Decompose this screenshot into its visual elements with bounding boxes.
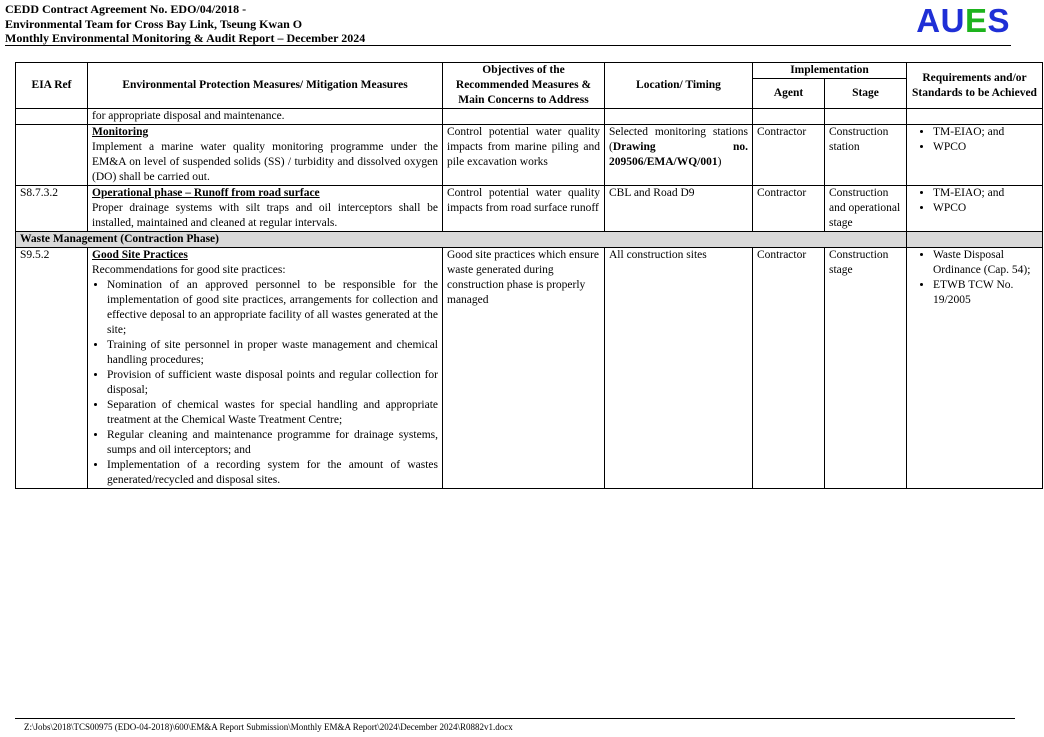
- measure-cell: for appropriate disposal and maintenance.: [88, 109, 443, 125]
- requirement-item: • TM-EIAO; and: [933, 186, 1038, 201]
- eia-ref-cell: S8.7.3.2: [16, 186, 88, 232]
- requirement-item: • TM-EIAO; and: [933, 125, 1038, 140]
- requirement-item: • Waste Disposal Ordinance (Cap. 54);: [933, 248, 1038, 278]
- footer-divider: [15, 718, 1015, 719]
- col-requirements: Requirements and/or Standards to be Achieved: [907, 63, 1043, 109]
- report-line: Monthly Environmental Monitoring & Audit Report – December 2024: [5, 31, 366, 45]
- list-item: • Regular cleaning and maintenance programme for drainage systems, sumps and oil interceptors; and: [107, 428, 438, 458]
- requirement-item: • WPCO: [933, 140, 1038, 155]
- location-cell: CBL and Road D9: [605, 186, 753, 232]
- col-eia-ref: EIA Ref: [16, 63, 88, 109]
- table-row: [16, 248, 1043, 489]
- list-item: • Provision of sufficient waste disposal points and regular collection for disposal;: [107, 368, 438, 398]
- list-item: • Implementation of a recording system for the amount of wastes generated/recycled and disposal sites.: [107, 458, 438, 488]
- col-stage: Stage: [825, 79, 907, 109]
- section-row: [16, 232, 1043, 248]
- contract-line: CEDD Contract Agreement No. EDO/04/2018 -: [5, 2, 247, 16]
- col-measures: Environmental Protection Measures/ Mitigation Measures: [88, 63, 443, 109]
- requirement-cell: [907, 125, 1043, 186]
- requirement-cell: [907, 248, 1043, 489]
- measure-cell: [88, 186, 443, 232]
- measure-cell: [88, 125, 443, 186]
- objective-cell: Control potential water quality impacts from marine piling and pile excavation works: [443, 125, 605, 186]
- aues-logo: AUES: [916, 2, 1010, 39]
- objective-cell: Control potential water quality impacts from road surface runoff: [443, 186, 605, 232]
- col-objectives: Objectives of the Recommended Measures & Main Concerns to Address: [443, 63, 605, 109]
- measure-text: Proper drainage systems with silt traps and oil interceptors shall be installed, maintained and cleaned at regular intervals.: [92, 202, 438, 229]
- agent-cell: Contractor: [753, 125, 825, 186]
- list-item: • Separation of chemical wastes for special handling and appropriate treatment at the Chemical Waste Treatment Centre;: [107, 398, 438, 428]
- table-row: [16, 109, 1043, 125]
- file-path-footer: Z:\Jobs\2018\TCS00975 (EDO-04-2018)\600\EM&A Report Submission\Monthly EM&A Report\2024\December 2024\R0882v1.docx: [24, 722, 513, 732]
- measure-title: Operational phase – Runoff from road surface: [92, 187, 320, 199]
- location-cell: All construction sites: [605, 248, 753, 489]
- list-item: • Training of site personnel in proper waste management and chemical handling procedures;: [107, 338, 438, 368]
- table-row: [16, 186, 1043, 232]
- team-line: Environmental Team for Cross Bay Link, Tseung Kwan O: [5, 16, 303, 31]
- col-implementation: Implementation: [753, 63, 907, 79]
- stage-cell: Construction station: [825, 125, 907, 186]
- measure-title: Good Site Practices: [92, 249, 188, 261]
- measure-cell: [88, 248, 443, 489]
- col-agent: Agent: [753, 79, 825, 109]
- header-text: [5, 2, 1010, 46]
- agent-cell: Contractor: [753, 248, 825, 489]
- measure-title: Monitoring: [92, 126, 149, 138]
- section-title: Waste Management (Contraction Phase): [16, 232, 907, 248]
- stage-cell: Construction and operational stage: [825, 186, 907, 232]
- requirement-item: • WPCO: [933, 201, 1038, 216]
- eia-ref-cell: S9.5.2: [16, 248, 88, 489]
- stage-cell: Construction stage: [825, 248, 907, 489]
- measure-intro: Recommendations for good site practices:: [92, 264, 286, 276]
- requirement-item: • ETWB TCW No. 19/2005: [933, 278, 1038, 308]
- measure-text: Implement a marine water quality monitoring programme under the EM&A on level of suspended solids (SS) / turbidity and dissolved oxygen (DO) shall be carried out.: [92, 141, 438, 183]
- mitigation-measures-table: [15, 62, 1043, 489]
- table-row: [16, 125, 1043, 186]
- objective-cell: Good site practices which ensure waste generated during construction phase is properly managed: [443, 248, 605, 489]
- location-cell: Selected monitoring stations (Drawing no. 209506/EMA/WQ/001): [605, 125, 753, 186]
- agent-cell: Contractor: [753, 186, 825, 232]
- requirement-cell: [907, 186, 1043, 232]
- header-divider: [5, 45, 1011, 46]
- page-header: [5, 2, 1010, 46]
- col-location: Location/ Timing: [605, 63, 753, 109]
- list-item: • Nomination of an approved personnel to be responsible for the implementation of good site practices, arrangements for collection and effective deposal to an appropriate facility of all wastes generated at the site;: [107, 278, 438, 338]
